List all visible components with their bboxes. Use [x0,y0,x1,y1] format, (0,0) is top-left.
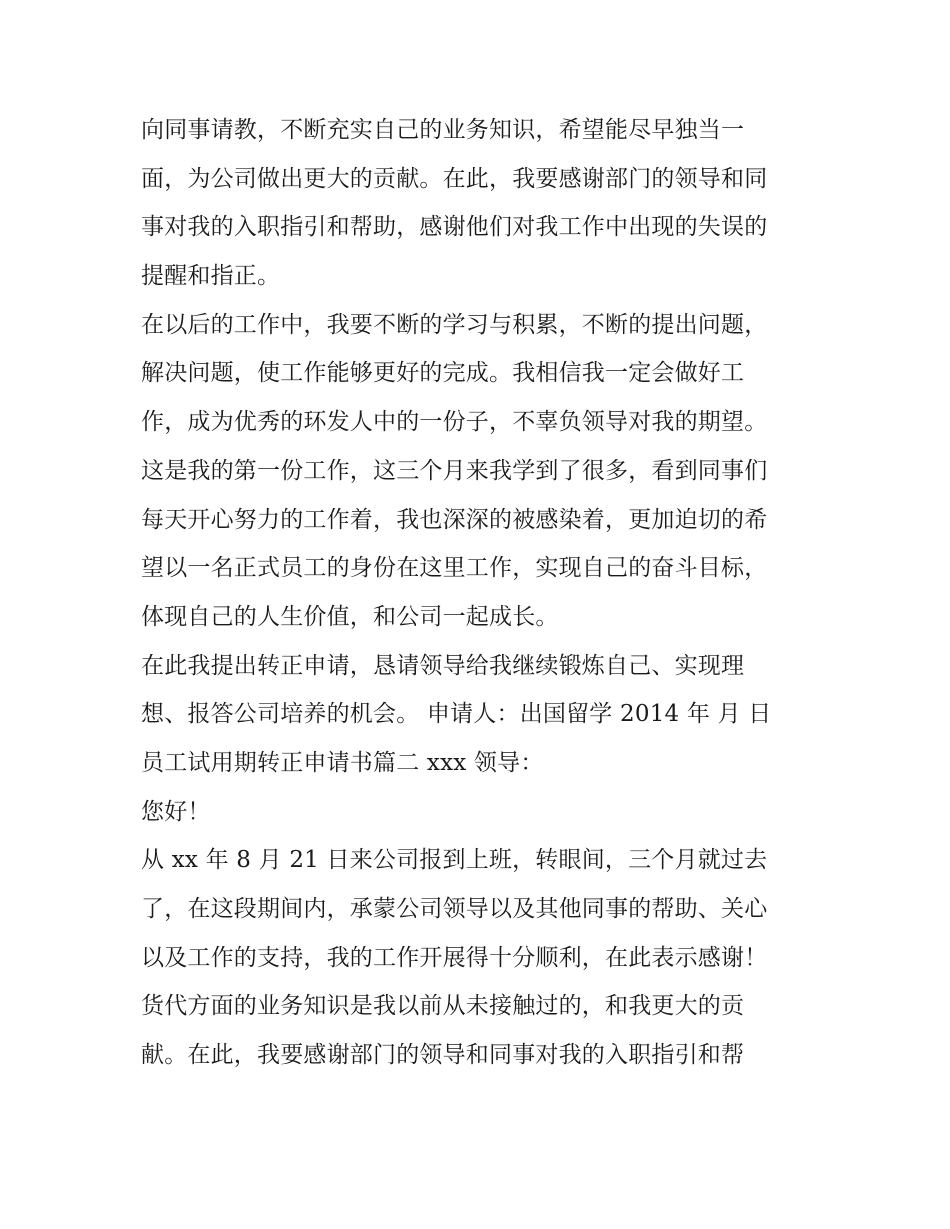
text-line: 从 xx 年 8 月 21 日来公司报到上班，转眼间，三个月就过去 [141,847,768,874]
text-line: 了，在这段期间内，承蒙公司领导以及其他同事的帮助、关心 [141,896,768,922]
text-line: 作，成为优秀的环发人中的一份子，不辜负领导对我的期望。 [141,409,768,436]
text-line: 这是我的第一份工作，这三个月来我学到了很多，看到同事们 [141,457,768,484]
text-line: 想、报答公司培养的机会。 申请人：出国留学 2014 年 月 日 [141,701,772,728]
text-line: 面，为公司做出更大的贡献。在此，我要感谢部门的领导和同 [141,165,768,192]
text-line: 向同事请教，不断充实自己的业务知识，希望能尽早独当一 [141,117,745,143]
text-line: 望以一名正式员工的身份在这里工作，实现自己的奋斗目标， [141,555,768,582]
text-line: 您好！ [141,798,211,825]
text-line: 以及工作的支持，我的工作开展得十分顺利，在此表示感谢！ [141,944,768,971]
text-line: 每天开心努力的工作着，我也深深的被感染着，更加迫切的希 [141,506,768,533]
text-line: 体现自己的人生价值，和公司一起成长。 [141,603,559,630]
text-line: 在以后的工作中，我要不断的学习与积累，不断的提出问题， [141,311,768,338]
text-line: 在此我提出转正申请，恳请领导给我继续锻炼自己、实现理 [141,652,745,679]
text-line: 解决问题，使工作能够更好的完成。我相信我一定会做好工 [141,360,745,387]
text-line: 献。在此，我要感谢部门的领导和同事对我的入职指引和帮 [141,1042,745,1069]
text-line: 员工试用期转正申请书篇二 xxx 领导： [141,749,544,776]
document-body [141,106,821,1080]
text-line: 提醒和指正。 [141,263,281,290]
text-line: 货代方面的业务知识是我以前从未接触过的，和我更大的贡 [141,993,745,1020]
text-line: 事对我的入职指引和帮助，感谢他们对我工作中出现的失误的 [141,214,768,241]
